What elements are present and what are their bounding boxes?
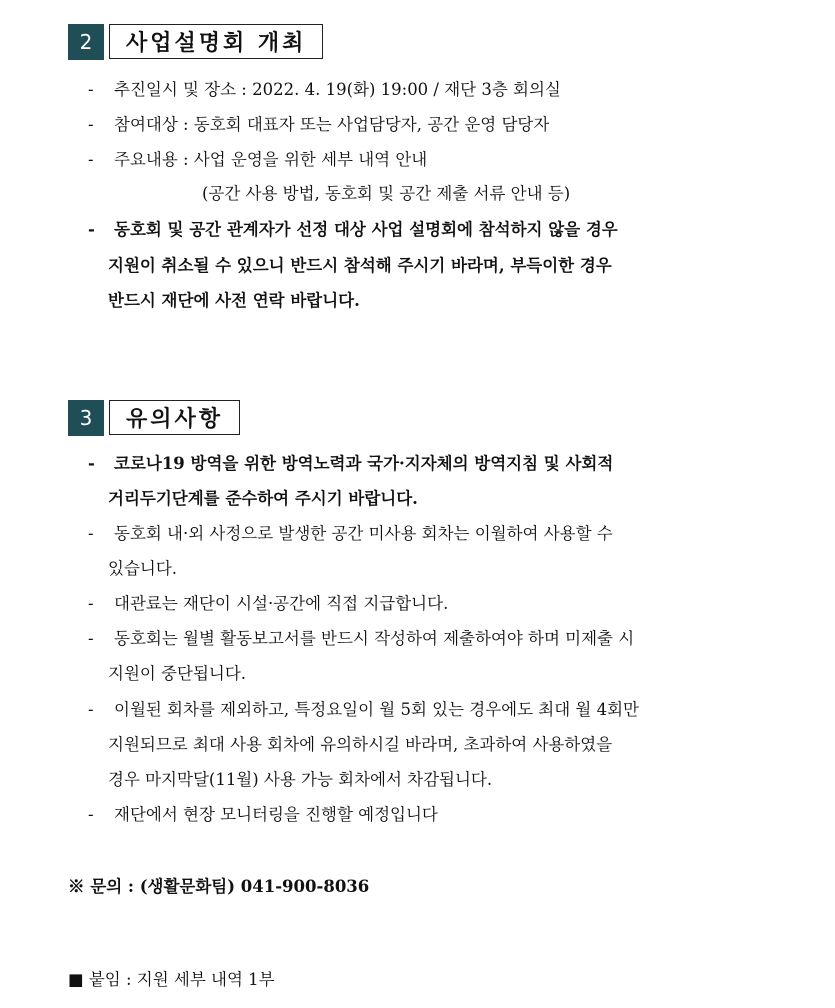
square-bullet-icon: ■: [68, 970, 84, 989]
item-text: 추진일시 및 장소 : 2022. 4. 19(화) 19:00 / 재단 3층 회의실: [114, 80, 561, 99]
item-text: 이월된 회차를 제외하고, 특정요일이 월 5회 있는 경우에도 최대 월 4회만: [114, 700, 639, 719]
attachment-text: 붙임 : 지원 세부 내역 1부: [88, 970, 275, 989]
section-2-item: [88, 148, 427, 172]
section-3-item-continuation: 거리두기단계를 준수하여 주시기 바랍니다.: [108, 489, 418, 508]
section-3-item: [88, 803, 438, 827]
section-3-item: [88, 592, 448, 616]
dash-marker: -: [88, 700, 94, 719]
contact-line: [68, 875, 369, 899]
section-3-item-continuation: 경우 마지막달(11월) 사용 가능 회차에서 차감됩니다.: [108, 770, 493, 789]
section-3-item: [88, 522, 613, 546]
section-3-item-continuation: 있습니다.: [108, 559, 178, 578]
contact-text: 문의 : (생활문화팀) 041-900-8036: [90, 877, 370, 896]
section-2-notice-line: 반드시 재단에 사전 연락 바랍니다.: [108, 291, 360, 310]
item-text: 대관료는 재단이 시설·공간에 직접 지급합니다.: [114, 594, 449, 613]
section-3-header: [68, 400, 240, 436]
section-2-item-continuation: (공간 사용 방법, 동호회 및 공간 제출 서류 안내 등): [202, 184, 571, 203]
dash-marker: -: [88, 594, 94, 613]
section-2-header: [68, 24, 323, 60]
section-2-item: [88, 78, 561, 102]
section-2-notice-line: 지원이 취소될 수 있으니 반드시 참석해 주시기 바라며, 부득이한 경우: [108, 256, 612, 275]
item-text: 주요내용 : 사업 운영을 위한 세부 내역 안내: [114, 150, 428, 169]
section-3-title: 유의사항: [109, 400, 240, 435]
dash-marker: -: [88, 805, 94, 824]
dash-marker: -: [88, 220, 95, 239]
dash-marker: -: [88, 454, 95, 473]
item-text: 참여대상 : 동호회 대표자 또는 사업담당자, 공간 운영 담당자: [114, 115, 550, 134]
section-2-notice-line: [88, 218, 618, 242]
dash-marker: -: [88, 150, 94, 169]
section-3-item: [88, 452, 613, 476]
section-3-item: [88, 698, 639, 722]
section-2-item: [88, 113, 549, 137]
dash-marker: -: [88, 524, 94, 543]
section-3-item-continuation: 지원이 중단됩니다.: [108, 664, 247, 683]
reference-mark-icon: ※: [68, 877, 85, 896]
section-2-number: 2: [68, 24, 104, 60]
section-2-title: 사업설명회 개최: [109, 24, 323, 59]
item-text: 코로나19 방역을 위한 방역노력과 국가·지자체의 방역지침 및 사회적: [114, 454, 614, 473]
item-text: 동호회는 월별 활동보고서를 반드시 작성하여 제출하여야 하며 미제출 시: [114, 629, 635, 648]
item-text: 재단에서 현장 모니터링을 진행할 예정입니다: [114, 805, 438, 824]
section-3-item: [88, 627, 634, 651]
notice-text: 동호회 및 공간 관계자가 선정 대상 사업 설명회에 참석하지 않을 경우: [114, 220, 618, 239]
attachment-line: [68, 968, 275, 992]
dash-marker: -: [88, 80, 94, 99]
dash-marker: -: [88, 115, 94, 134]
dash-marker: -: [88, 629, 94, 648]
item-text: 동호회 내·외 사정으로 발생한 공간 미사용 회차는 이월하여 사용할 수: [114, 524, 613, 543]
section-3-item-continuation: 지원되므로 최대 사용 회차에 유의하시길 바라며, 초과하여 사용하였을: [108, 735, 613, 754]
section-3-number: 3: [68, 400, 104, 436]
